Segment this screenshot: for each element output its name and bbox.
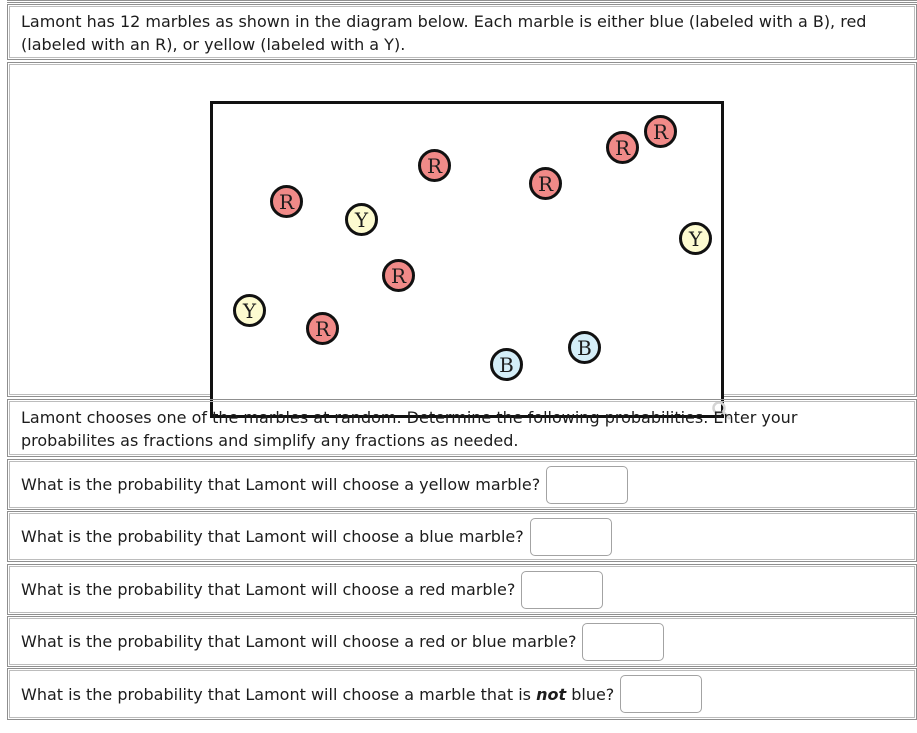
question-yellow-cell <box>7 459 917 510</box>
marble-red: R <box>382 259 415 292</box>
marble-yellow: Y <box>345 203 378 236</box>
marble-red: R <box>306 312 339 345</box>
question-not-blue-text <box>21 685 614 704</box>
marble-blue: B <box>568 331 601 364</box>
question-red-or-blue-cell <box>7 616 917 667</box>
marble-diagram <box>210 101 724 418</box>
question-red-cell <box>7 564 917 615</box>
answer-not-blue-input[interactable] <box>620 675 702 713</box>
marble-yellow: Y <box>679 222 712 255</box>
answer-red-or-blue-input[interactable] <box>582 623 664 661</box>
marble-red: R <box>606 131 639 164</box>
question-row <box>21 671 702 717</box>
question-row <box>21 514 612 559</box>
question-row <box>21 462 628 507</box>
question-blue-cell <box>7 511 917 562</box>
top-border <box>7 0 917 3</box>
question-red-text: What is the probability that Lamont will choose a red marble? <box>21 580 516 599</box>
diagram-cell <box>7 62 917 397</box>
intro-line-1: Lamont has 12 marbles as shown in the diagram below. Each marble is either blue (labeled with a B), red <box>21 12 867 31</box>
question-not-blue-text-before: What is the probability that Lamont will choose a marble that is <box>21 684 537 704</box>
question-not-blue-emphasis: not <box>536 684 567 704</box>
answer-red-input[interactable] <box>521 571 603 609</box>
question-row <box>21 567 603 612</box>
marble-yellow: Y <box>233 294 266 327</box>
instructions-line-2: probabilites as fractions and simplify any fractions as needed. <box>21 431 519 450</box>
question-blue-text: What is the probability that Lamont will choose a blue marble? <box>21 527 524 546</box>
intro-line-2: (labeled with an R), or yellow (labeled with a Y). <box>21 35 406 54</box>
intro-cell <box>7 4 917 60</box>
marble-red: R <box>418 149 451 182</box>
answer-blue-input[interactable] <box>530 518 612 556</box>
instructions-line-1: Lamont chooses one of the marbles at random. Determine the following probabilities. Enter your <box>21 408 798 427</box>
question-yellow-text: What is the probability that Lamont will choose a yellow marble? <box>21 475 541 494</box>
marble-red: R <box>644 115 677 148</box>
question-row <box>21 619 664 664</box>
marble-blue: B <box>490 348 523 381</box>
question-not-blue-text-after: blue? <box>566 684 615 704</box>
answer-yellow-input[interactable] <box>546 466 628 504</box>
question-not-blue-cell <box>7 668 917 720</box>
marble-red: R <box>529 167 562 200</box>
instructions-cell <box>7 399 917 457</box>
marble-red: R <box>270 185 303 218</box>
question-red-or-blue-text: What is the probability that Lamont will choose a red or blue marble? <box>21 632 577 651</box>
